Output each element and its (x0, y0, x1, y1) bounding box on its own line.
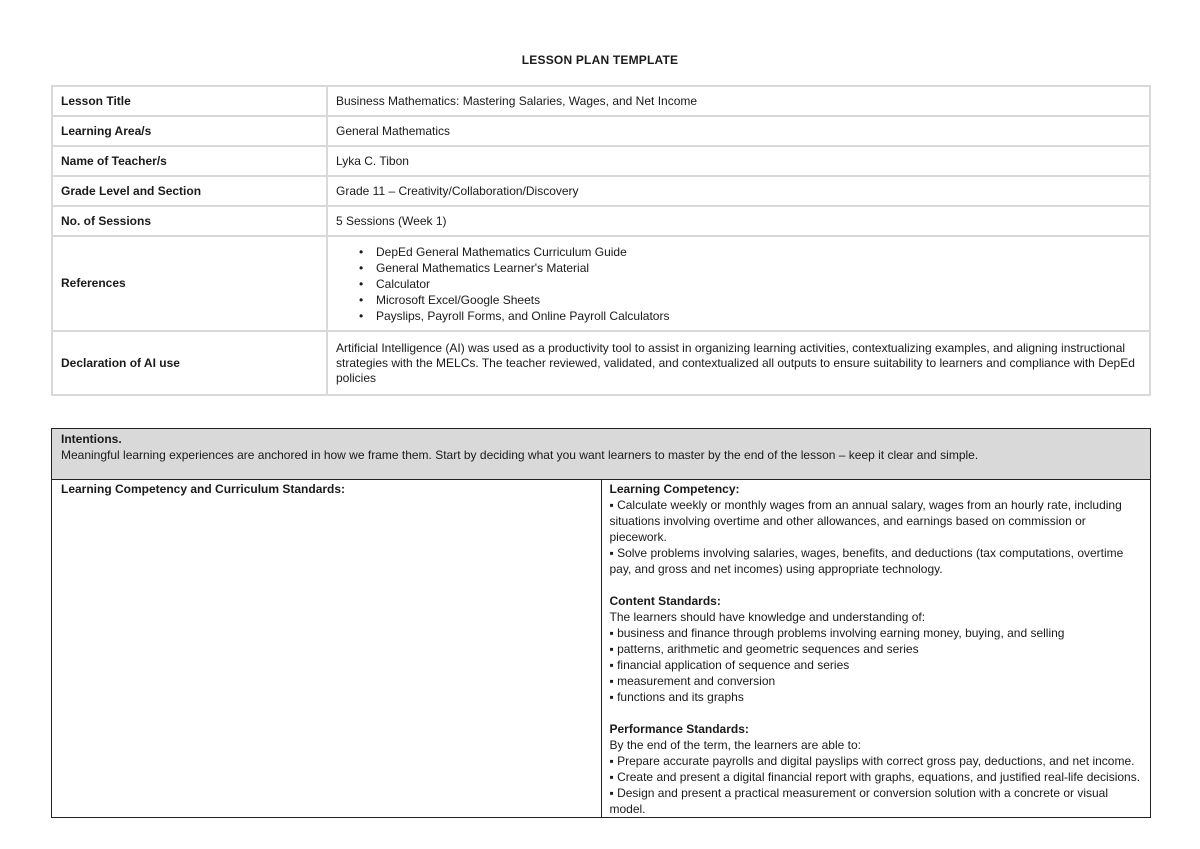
lesson-title-label: Lesson Title (52, 86, 327, 116)
intentions-description: Meaningful learning experiences are anchored in how we frame them. Start by deciding what you want learners to master by the end of the lesson – keep it clear and simple. (61, 448, 979, 462)
list-item: ▪ Create and present a digital financial report with graphs, equations, and justified real-life decisions. (609, 770, 1141, 784)
learning-competency-heading: Learning Competency: (609, 482, 740, 496)
lesson-info-table (51, 85, 1151, 396)
list-item: ▪ Calculate weekly or monthly wages from an annual salary, wages from an hourly rate, including situations involving overtime and other allowances, and earnings based on commission or piecework. (609, 498, 1122, 544)
performance-standards-intro: By the end of the term, the learners are able to: (609, 738, 861, 752)
spacer (610, 577, 1147, 593)
learning-area-label: Learning Area/s (52, 116, 327, 146)
table-row (52, 429, 1151, 480)
list-item: • Payslips, Payroll Forms, and Online Payroll Calculators (376, 308, 1141, 324)
table-row (52, 176, 1150, 206)
competency-body (601, 480, 1151, 818)
list-item: ▪ financial application of sequence and series (609, 658, 850, 672)
intentions-header (52, 429, 1151, 480)
references-cell (327, 236, 1150, 331)
ai-declaration-value: Artificial Intelligence (AI) was used as a productivity tool to assist in organizing learning activities, contextualizing examples, and aligning instructional strategies with the MELCs. The teacher reviewed, validated, and contextualized all outputs to ensure suitability to learners and compliance with DepEd policies (327, 331, 1150, 395)
intentions-table (51, 428, 1151, 818)
list-item: • Calculator (376, 276, 1141, 292)
spacer (610, 705, 1147, 721)
ai-declaration-label: Declaration of AI use (52, 331, 327, 395)
list-item: ▪ Prepare accurate payrolls and digital payslips with correct gross pay, deductions, and net income. (609, 754, 1135, 768)
table-row (52, 86, 1150, 116)
grade-level-value: Grade 11 – Creativity/Collaboration/Discovery (327, 176, 1150, 206)
grade-level-label: Grade Level and Section (52, 176, 327, 206)
list-item: ▪ business and finance through problems involving earning money, buying, and selling (609, 626, 1065, 640)
table-row (52, 480, 1151, 818)
table-row (52, 206, 1150, 236)
table-row (52, 331, 1150, 395)
references-list (336, 244, 1141, 324)
teacher-value: Lyka C. Tibon (327, 146, 1150, 176)
list-item: ▪ functions and its graphs (609, 690, 744, 704)
performance-standards-heading: Performance Standards: (609, 722, 749, 736)
list-item: • DepEd General Mathematics Curriculum Guide (376, 244, 1141, 260)
page-title: LESSON PLAN TEMPLATE (521, 53, 679, 67)
sessions-label: No. of Sessions (52, 206, 327, 236)
list-item: ▪ Solve problems involving salaries, wages, benefits, and deductions (tax computations, overtime pay, and gross and net incomes) using appropriate technology. (609, 546, 1124, 576)
list-item: • Microsoft Excel/Google Sheets (376, 292, 1141, 308)
competency-label: Learning Competency and Curriculum Standards: (52, 480, 602, 818)
teacher-label: Name of Teacher/s (52, 146, 327, 176)
list-item: • General Mathematics Learner's Material (376, 260, 1141, 276)
list-item: ▪ Design and present a practical measurement or conversion solution with a concrete or visual model. (609, 786, 1109, 816)
content-standards-intro: The learners should have knowledge and understanding of: (609, 610, 926, 624)
sessions-value: 5 Sessions (Week 1) (327, 206, 1150, 236)
list-item: ▪ patterns, arithmetic and geometric sequences and series (609, 642, 919, 656)
table-row (52, 236, 1150, 331)
list-item: ▪ measurement and conversion (609, 674, 776, 688)
references-label: References (52, 236, 327, 331)
content-standards-heading: Content Standards: (609, 594, 721, 608)
table-row (52, 146, 1150, 176)
lesson-title-value: Business Mathematics: Mastering Salaries, Wages, and Net Income (327, 86, 1150, 116)
learning-area-value: General Mathematics (327, 116, 1150, 146)
table-row (52, 116, 1150, 146)
intentions-title: Intentions. (61, 432, 122, 446)
